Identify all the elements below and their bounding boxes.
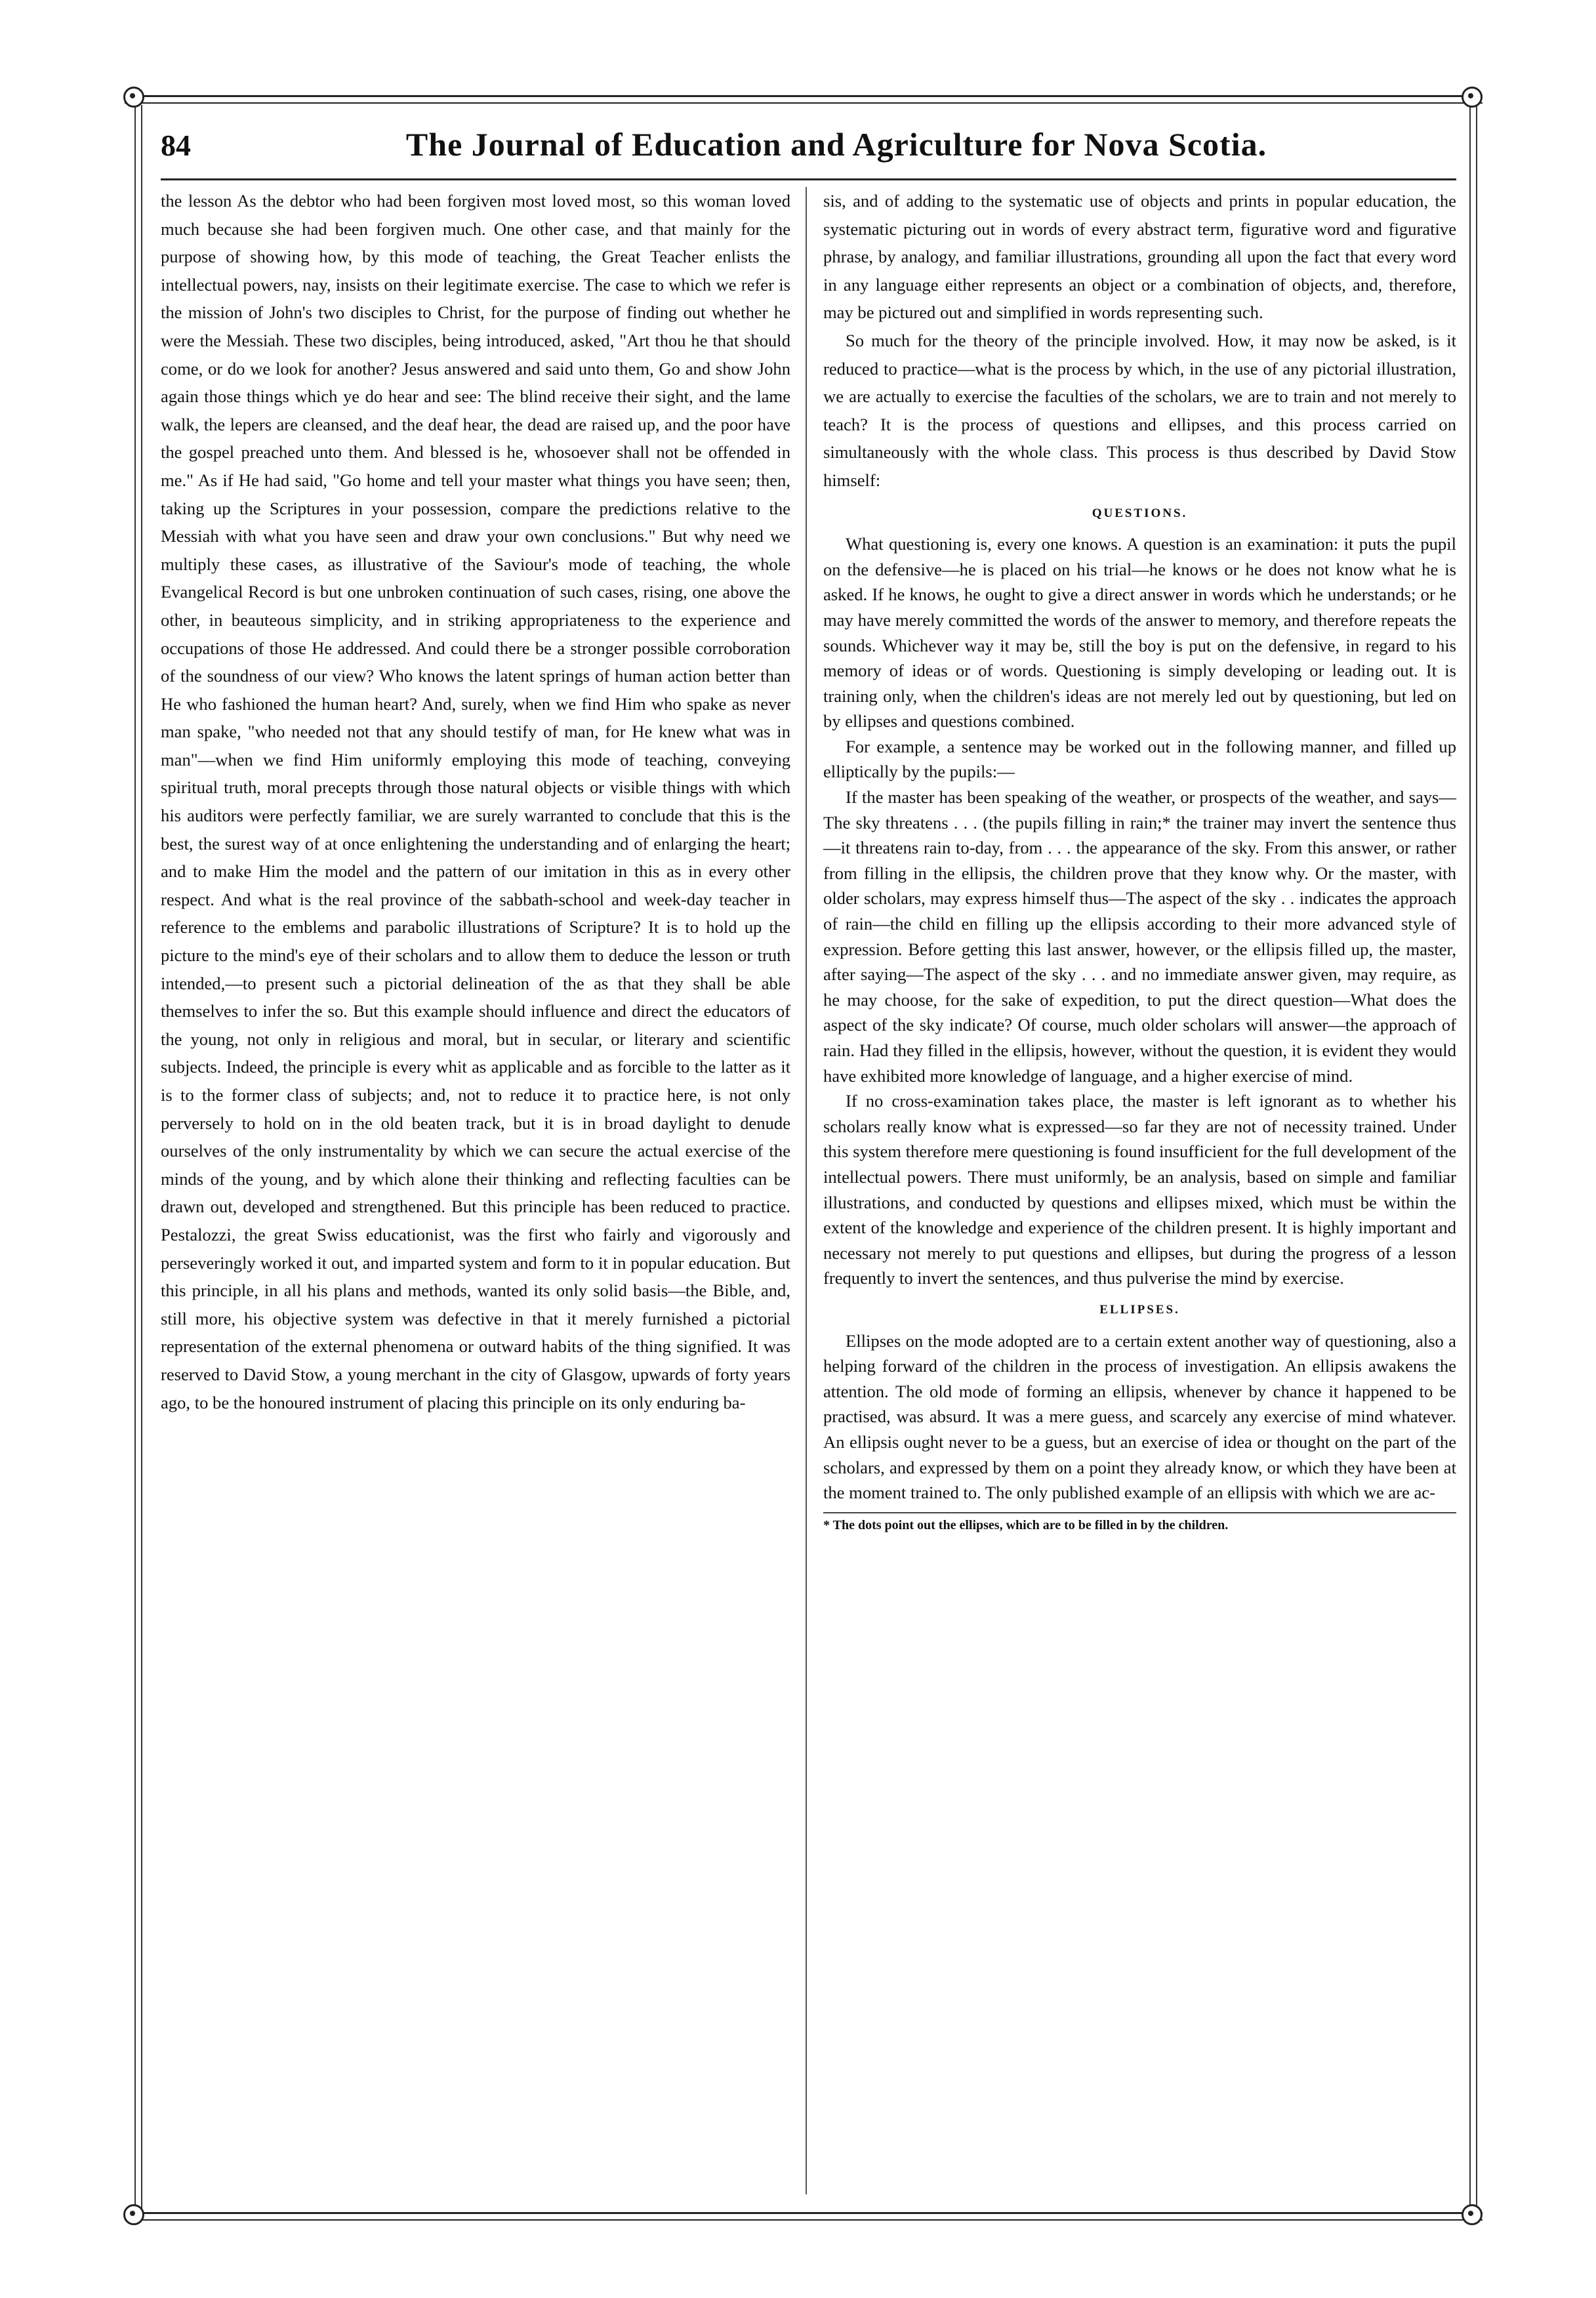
right-column [823, 187, 1456, 2194]
corner-ornament-icon [1462, 2204, 1483, 2225]
corner-ornament-icon [123, 87, 144, 108]
footnote: * The dots point out the ellipses, which are to be filled in by the children. [823, 1517, 1229, 1532]
body-paragraph: So much for the theory of the principle involved. How, it may now be asked, is it reduced to practice—what is the process by which, in the use of any pictorial illustration, we are actually to exercise the faculties of the scholars, we are to train and not merely to teach? It is the process of questions and ellipses, and this process carried on simultaneously with the whole class. This process is thus described by David Stow himself: [823, 330, 1456, 490]
left-column [161, 187, 790, 2194]
section-heading-ellipses: ELLIPSES. [1099, 1302, 1180, 1317]
ellipses-section [823, 1328, 1456, 1506]
body-paragraph: sis, and of adding to the systematic use of objects and prints in popular education, the systematic picturing out in words of every abstract term, figurative word and figurative phrase, by analogy, and familiar illustrations, grounding all upon the fact that every word in any language either represents an object or a combination of objects, and, therefore, may be pictured out and simplified in words representing such. [823, 191, 1456, 323]
body-paragraph: If the master has been speaking of the weather, or prospects of the weather, and says—The sky threatens . . . (the pupils filling in rain;* the trainer may invert the sentence thus—it threatens rain to-day, from . . . the appearance of the sky. From this answer, or rather from filling in the ellipsis, the children prove that they know why. Or the master, with older scholars, may express himself thus—The aspect of the sky . . indicates the approach of rain—the child en filling up the ellipsis according to their more advanced style of expression. Before getting this last answer, however, or the ellipsis filled up, the master, after saying—The aspect of the sky . . . and no immediate answer given, may require, as he may choose, for the sake of expedition, to put the direct question—What does the aspect of the sky indicate? Of course, much older scholars will answer—the approach of rain. Had they filled in the ellipsis, however, without the question, it is evident they would have exhibited more knowledge of language, and a higher exercise of mind. [823, 787, 1456, 1086]
column-divider [806, 187, 807, 2194]
frame-bottom-border [125, 2212, 1483, 2221]
page-header [161, 128, 1456, 174]
body-paragraph: For example, a sentence may be worked out in the following manner, and filled up elliptically by the pupils:— [823, 736, 1456, 782]
section-heading-questions: QUESTIONS. [1092, 506, 1188, 520]
page-number: 84 [161, 129, 191, 162]
corner-ornament-icon [123, 2204, 144, 2225]
frame-left-border [134, 105, 142, 2211]
footnote-rule [823, 1512, 1456, 1513]
corner-ornament-icon [1462, 87, 1483, 108]
header-rule [161, 178, 1456, 180]
body-paragraph: What questioning is, every one knows. A question is an examination: it puts the pupil on the defensive—he is placed on his trial—he knows or he does not know what he is asked. If he knows, he ought to give a direct answer in words which he understands; or he may have merely committed the words of the answer to memory, and therefore repeats the sounds. Whichever way it may be, still the boy is put on the defensive, in regard to his memory of ideas or of words. Questioning is simply developing or leading out. It is training only, when the children's ideas are not merely led out by questioning, but led on by ellipses and questions combined. [823, 534, 1456, 731]
frame-right-border [1469, 105, 1477, 2211]
running-title: The Journal of Education and Agriculture for Nova Scotia. [405, 126, 1267, 163]
body-paragraph: If no cross-examination takes place, the master is left ignorant as to whether his scholars really know what is expressed—so far they are not of necessity trained. Under this system therefore mere questioning is found insufficient for the full development of the intellectual powers. There must uniformly, be an analysis, based on simple and familiar illustrations, and conducted by questions and ellipses mixed, which must be within the extent of the knowledge and experience of the children present. It is highly important and necessary not merely to put questions and ellipses, but during the progress of a lesson frequently to invert the sentences, and thus pulverise the mind by exercise. [823, 1091, 1456, 1288]
body-paragraph: Ellipses on the mode adopted are to a certain extent another way of questioning, also a helping forward of the children in the process of investigation. An ellipsis awakens the attention. The old mode of forming an ellipsis, whenever by chance it happened to be practised, was absurd. It was a mere guess, and scarcely any exercise of mind whatever. An ellipsis ought never to be a guess, but an exercise of idea or thought on the part of the scholars, and expressed by them on a point they already know, or which they have been at the moment trained to. The only published example of an ellipsis with which we are ac- [823, 1330, 1456, 1503]
frame-top-border [125, 95, 1483, 104]
body-paragraph: the lesson As the debtor who had been forgiven most loved most, so this woman loved much because she had been forgiven much. One other case, and that mainly for the purpose of showing how, by this mode of teaching, the Great Teacher enlists the intellectual powers, nay, insists on their legitimate exercise. The case to which we refer is the mission of John's two disciples to Christ, for the purpose of finding out whether he were the Messiah. These two disciples, being introduced, asked, "Art thou he that should come, or do we look for another? Jesus answered and said unto them, Go and show John again those things which ye do hear and see: The blind receive their sight, and the lame walk, the lepers are cleansed, and the deaf hear, the dead are raised up, and the poor have the gospel preached unto them. And blessed is he, whosoever shall not be offended in me." As if He had said, "Go home and tell your master what things you have seen; then, taking up the Scriptures in your possession, compare the predictions relative to the Messiah with what you have seen and draw your own conclusions." But why need we multiply these cases, as illustrative of the Saviour's mode of teaching, the whole Evangelical Record is but one unbroken continuation of such cases, rising, one above the other, in beauteous simplicity, and in striking appropriateness to the experience and occupations of those He addressed. And could there be a stronger possible corroboration of the soundness of our view? Who knows the latent springs of human action better than He who fashioned the human heart? And, surely, when we find Him who spake as never man spake, "who needed not that any should testify of man, for He knew what was in man"—when we find Him uniformly employing this mode of teaching, conveying spiritual truth, moral precepts through those natural objects or visible things with which his auditors were perfectly familiar, we are surely warranted to conclude that this is the best, the surest way of at once enlightening the understanding and of enlarging the heart; and to make Him the model and the pattern of our imitation in this as in every other respect. And what is the real province of the sabbath-school and week-day teacher in reference to the emblems and parabolic illustrations of Scripture? It is to hold up the picture to the mind's eye of their scholars and to allow them to deduce the lesson or truth intended,—to present such a pictorial delineation of the as that they shall be able themselves to infer the so. But this example should influence and direct the educators of the young, not only in religious and moral, but in secular, or literary and scientific subjects. Indeed, the principle is every whit as applicable and as forcible to the latter as it is to the former class of subjects; and, not to reduce it to practice here, is not only perversely to hold on in the old beaten track, but it is in broad daylight to denude ourselves of the only instrumentality by which we can secure the actual exercise of the minds of the young, and by which alone their thinking and reflecting faculties can be drawn out, developed and strengthened. But this principle has been reduced to practice. Pestalozzi, the great Swiss educationist, was the first who fairly and vigorously and perseveringly worked it out, and imparted system and form to it in popular education. But this principle, in all his plans and methods, wanted its only solid basis—the Bible, and, still more, his objective system was defective in that it merely furnished a pictorial representation of the external phenomena or outward habits of the thing signified. It was reserved to David Stow, a young merchant in the city of Glasgow, upwards of forty years ago, to be the honoured instrument of placing this principle on its only enduring ba- [161, 191, 790, 1412]
questions-section [823, 531, 1456, 1291]
